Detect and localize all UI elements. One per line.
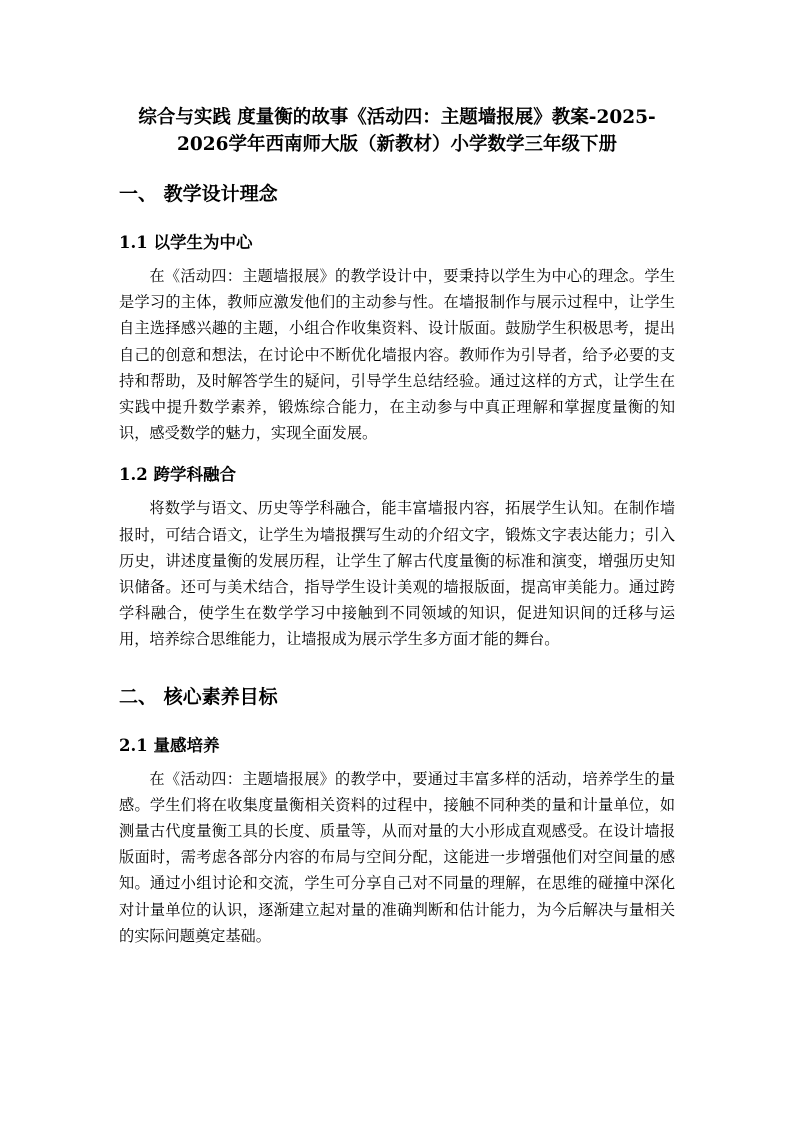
- section-heading-teaching-design: 一、 教学设计理念: [119, 183, 278, 205]
- paragraph-quantity-sense: 在《活动四：主题墙报展》的教学中，要通过丰富多样的活动，培养学生的量感。学生们将在收集度量衡相关资料的过程中，接触不同种类的量和计量单位，如测量古代度量衡工具的长度、质量等，从而对量的大小形成直观感受。在设计墙报版面时，需考虑各部分内容的布局与空间分配，这能进一步增强他们对空间量的感知。通过小组讨论和交流，学生可分享自己对不同量的理解，在思维的碰撞中深化对计量单位的认识，逐渐建立起对量的准确判断和估计能力，为今后解决与量相关的实际问题奠定基础。: [119, 769, 675, 945]
- document-title: 综合与实践 度量衡的故事《活动四：主题墙报展》教案-2025-2026学年西南师大版（新教材）小学数学三年级下册: [138, 107, 656, 155]
- subsection-heading-interdisciplinary: 1.2 跨学科融合: [119, 465, 236, 485]
- paragraph-student-centered: 在《活动四：主题墙报展》的教学设计中，要秉持以学生为中心的理念。学生是学习的主体，教师应激发他们的主动参与性。在墙报制作与展示过程中，让学生自主选择感兴趣的主题，小组合作收集资料、设计版面。鼓励学生积极思考，提出自己的创意和想法，在讨论中不断优化墙报内容。教师作为引导者，给予必要的支持和帮助，及时解答学生的疑问，引导学生总结经验。通过这样的方式，让学生在实践中提升数学素养，锻炼综合能力，在主动参与中真正理解和掌握度量衡的知识，感受数学的魅力，实现全面发展。: [119, 267, 675, 443]
- paragraph-interdisciplinary: 将数学与语文、历史等学科融合，能丰富墙报内容，拓展学生认知。在制作墙报时，可结合语文，让学生为墙报撰写生动的介绍文字，锻炼文字表达能力；引入历史，讲述度量衡的发展历程，让学生了解古代度量衡的标准和演变，增强历史知识储备。还可与美术结合，指导学生设计美观的墙报版面，提高审美能力。通过跨学科融合，使学生在数学学习中接触到不同领域的知识，促进知识间的迁移与运用，培养综合思维能力，让墙报成为展示学生多方面才能的舞台。: [119, 499, 675, 649]
- document-body: [119, 104, 675, 949]
- subsection-heading-student-centered: 1.1 以学生为中心: [119, 233, 253, 252]
- subsection-heading-quantity-sense: 2.1 量感培养: [119, 735, 220, 755]
- section-heading-core-literacy: 二、 核心素养目标: [119, 685, 278, 708]
